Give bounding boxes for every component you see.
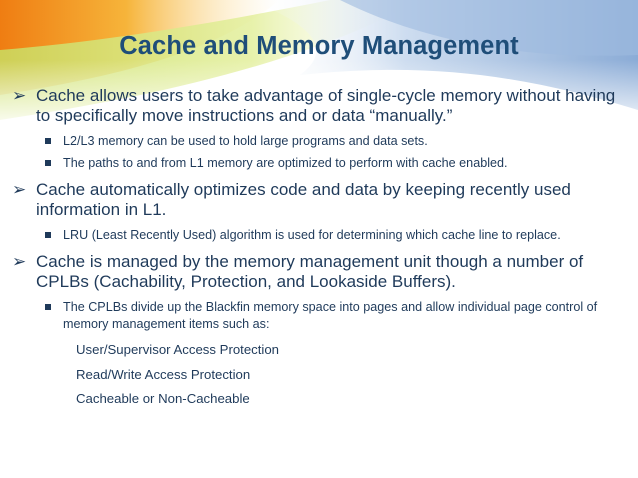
slide-body <box>12 86 624 415</box>
square-bullet-icon <box>45 304 51 310</box>
sub-bullet-1-1-text: L2/L3 memory can be used to hold large programs and data sets. <box>63 134 428 148</box>
slide-title: Cache and Memory Management <box>119 32 519 60</box>
sub-bullet-1-2 <box>12 155 624 172</box>
bullet-1-text: Cache allows users to take advantage of single-cycle memory without having to specifically move instructions and or data “manually.” <box>36 86 616 125</box>
sub-bullet-3-1-text: The CPLBs divide up the Blackfin memory space into pages and allow individual page control of memory management items such as: <box>63 300 598 331</box>
bullet-2-text: Cache automatically optimizes code and data by keeping recently used information in L1. <box>36 180 571 219</box>
arrow-bullet-icon: ➢ <box>12 86 27 105</box>
bullet-3-text: Cache is managed by the memory management unit though a number of CPLBs (Cachability, Protection, and Lookaside Buffers). <box>36 252 584 291</box>
bullet-3 <box>12 252 624 291</box>
sub-bullet-2-1 <box>12 227 624 244</box>
arrow-bullet-icon: ➢ <box>12 180 27 199</box>
list-item-read-write: Read/Write Access Protection <box>76 366 251 382</box>
sub-bullet-1-2-text: The paths to and from L1 memory are optimized to perform with cache enabled. <box>63 156 508 170</box>
square-bullet-icon <box>45 232 51 238</box>
sub-bullet-2-1-text: LRU (Least Recently Used) algorithm is used for determining which cache line to replace. <box>63 228 561 242</box>
list-item-user-supervisor: User/Supervisor Access Protection <box>76 342 280 357</box>
sub-bullet-1-1 <box>12 133 624 150</box>
bullet-2 <box>12 180 624 219</box>
square-bullet-icon <box>45 138 51 144</box>
arrow-bullet-icon: ➢ <box>12 252 27 271</box>
square-bullet-icon <box>45 160 51 166</box>
bullet-1 <box>12 86 624 125</box>
list-item-cacheable: Cacheable or Non-Cacheable <box>76 391 250 406</box>
sub-bullet-3-1 <box>12 299 624 333</box>
